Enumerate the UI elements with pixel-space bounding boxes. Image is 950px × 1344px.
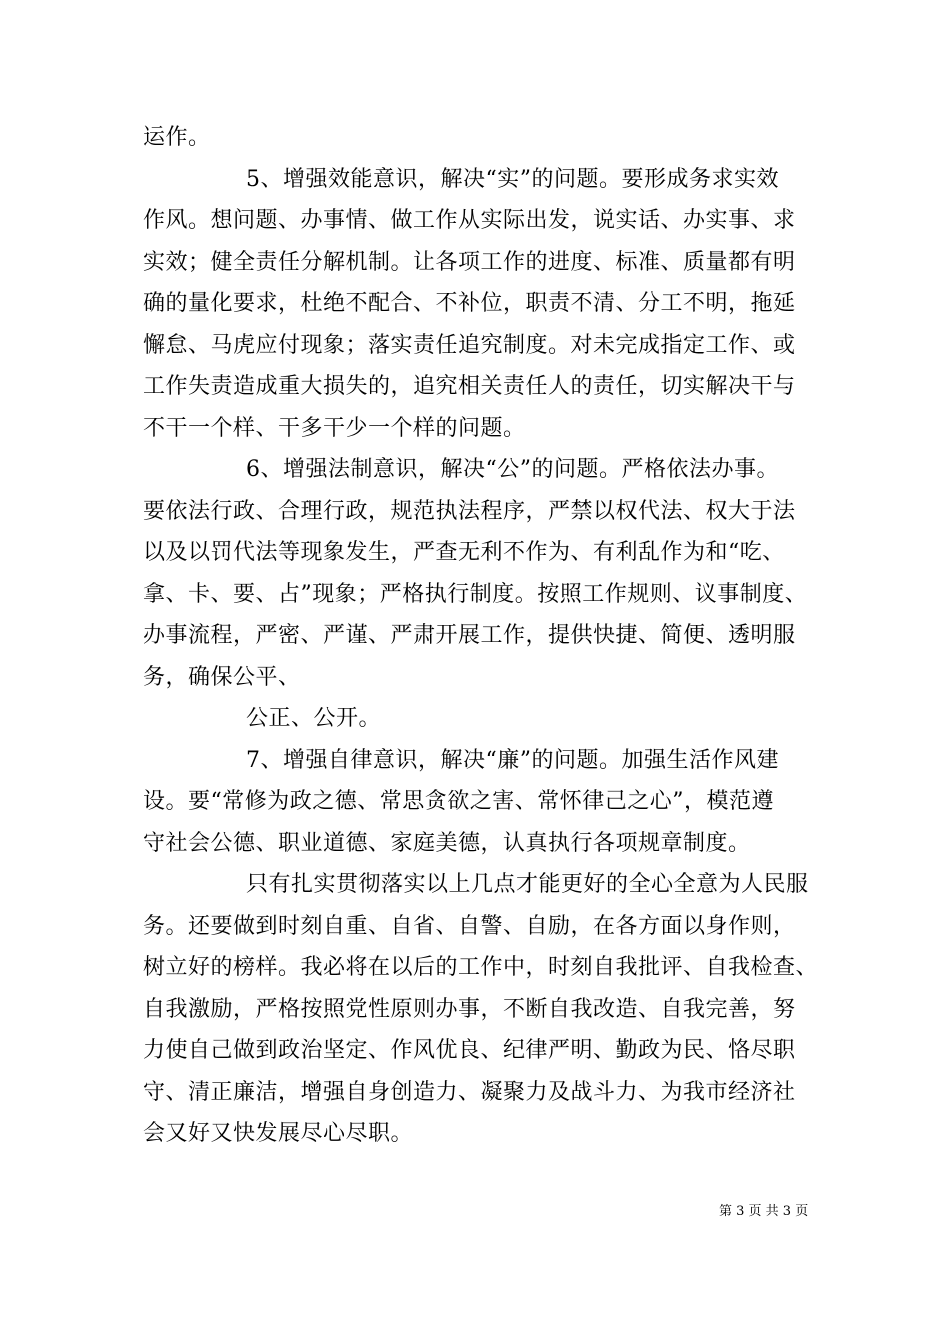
text-line: 自我激励，严格按照党性原则办事，不断自我改造、自我完善，努 [143, 996, 796, 1022]
text-line: 作风。想问题、办事情、做工作从实际出发，说实话、办实事、求 [143, 208, 796, 233]
text-line: 拿、卡、要、占”现象；严格执行制度。按照工作规则、议事制度、 [143, 581, 808, 607]
text-line: 运作。 [143, 125, 211, 150]
text-line: 确的量化要求，杜绝不配合、不补位，职责不清、分工不明，拖延 [143, 291, 796, 316]
text-line: 工作失责造成重大损失的，追究相关责任人的责任，切实解决干与 [143, 374, 796, 399]
paragraph-5-start: 5、增强效能意识，解决“实”的问题。要形成务求实效 [246, 166, 779, 192]
text-line: 力使自己做到政治坚定、作风优良、纪律严明、勤政为民、恪尽职 [143, 1038, 796, 1063]
paragraph-6-start: 6、增强法制意识，解决“公”的问题。严格依法办事。 [246, 457, 779, 482]
text-line: 要依法行政、合理行政，规范执法程序，严禁以权代法、权大于法 [143, 498, 796, 524]
text-line: 守社会公德、职业道德、家庭美德，认真执行各项规章制度。 [143, 830, 751, 856]
text-line: 树立好的榜样。我必将在以后的工作中，时刻自我批评、自我检查、 [143, 955, 819, 980]
text-line: 以及以罚代法等现象发生，严查无利不作为、有利乱作为和“吃、 [143, 540, 785, 565]
text-line: 不干一个样、干多干少一个样的问题。 [143, 415, 526, 441]
text-line: 实效；健全责任分解机制。让各项工作的进度、标准、质量都有明 [143, 249, 796, 275]
text-line: 懈怠、马虎应付现象；落实责任追究制度。对未完成指定工作、或 [143, 332, 796, 358]
text-line: 守、清正廉洁，增强自身创造力、凝聚力及战斗力、为我市经济社 [143, 1079, 796, 1105]
text-line: 务。还要做到时刻自重、自省、自警、自励，在各方面以身作则， [143, 913, 796, 939]
paragraph-conclusion-start: 只有扎实贯彻落实以上几点才能更好的全心全意为人民服 [246, 872, 809, 897]
document-body [143, 117, 819, 1155]
paragraph-continuation: 公正、公开。 [246, 706, 382, 731]
text-line: 设。要“常修为政之德、常思贪欲之害、常怀律己之心”，模范遵 [143, 789, 774, 814]
paragraph-7-start: 7、增强自律意识，解决“廉”的问题。加强生活作风建 [246, 747, 779, 773]
page-number: 第 3 页 共 3 页 [719, 1204, 809, 1219]
text-line: 办事流程，严密、严谨、严肃开展工作，提供快捷、简便、透明服 [143, 623, 796, 648]
text-line: 会又好又快发展尽心尽职。 [143, 1121, 414, 1146]
text-line: 务，确保公平、 [143, 664, 301, 690]
